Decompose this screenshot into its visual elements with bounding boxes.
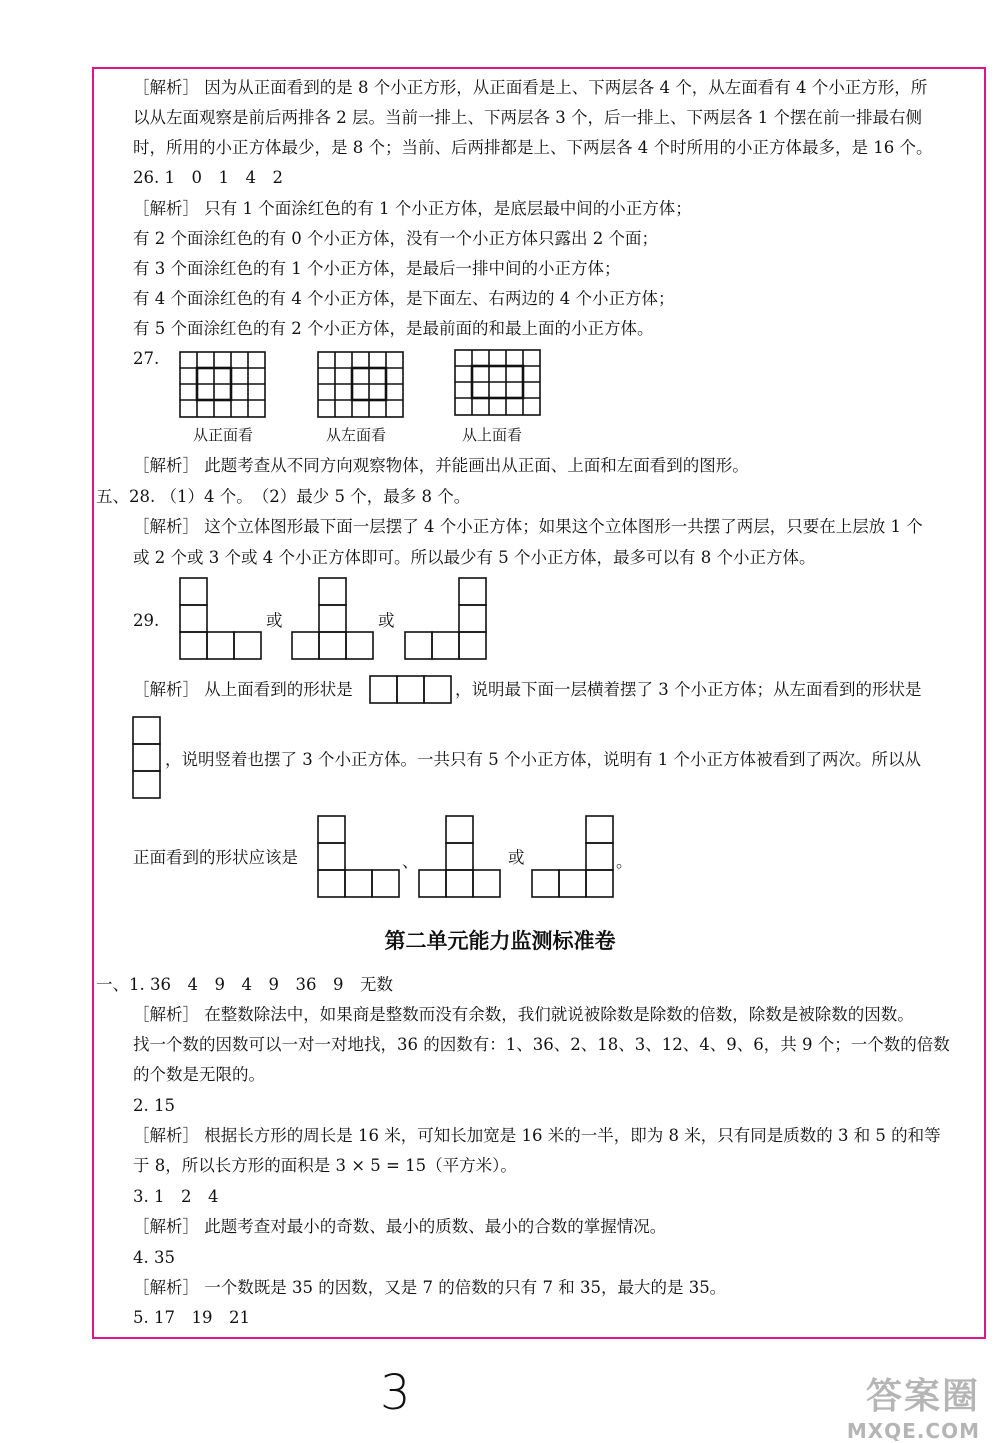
analysis-text: ［解析］ 在整数除法中，如果商是整数而没有余数，我们就说被除数是除数的倍数，除数是被除数的因数。 — [133, 1005, 914, 1024]
answer-2: 2. 15 — [133, 1096, 175, 1115]
watermark-url: MXQE.COM — [846, 1419, 980, 1443]
analysis-text: 有 3 个面涂红色的有 1 个小正方体，是最后一排中间的小正方体； — [133, 259, 621, 278]
answer-1: 一、1. 36 4 9 4 9 36 9 无数 — [96, 975, 393, 994]
shape-29c — [405, 578, 487, 660]
answer-28: 五、28. （1）4 个。 （2）最少 5 个，最多 8 个。 — [96, 487, 471, 506]
caption-front: 从正面看 — [193, 426, 254, 444]
analysis-text: ［解析］ 此题考查从不同方向观察物体，并能画出从正面、上面和左面看到的图形。 — [133, 456, 749, 475]
page-number: 3 — [380, 1365, 411, 1421]
answer-5: 5. 17 19 21 — [133, 1308, 250, 1327]
analysis-text: 时，所用的小正方体最少，是 8 个；当前、后两排都是上、下两层各 4 个时所用的小正方体最多，是 16 个。 — [133, 138, 933, 157]
analysis-text: 于 8，所以长方形的面积是 3 × 5 = 15（平方米）。 — [133, 1156, 517, 1175]
grid-left-view — [318, 352, 404, 418]
shape-29a — [180, 578, 262, 660]
caption-top: 从上面看 — [462, 426, 523, 444]
analysis-text: 有 4 个面涂红色的有 4 个小正方体，是下面左、右两边的 4 个小正方体； — [133, 289, 675, 308]
section-title: 第二单元能力监测标准卷 — [384, 929, 616, 953]
answer-29: 29. — [133, 611, 160, 630]
grid-front-view — [180, 352, 266, 418]
shape-top-row — [370, 676, 452, 704]
or-text: 或 — [378, 611, 395, 630]
bottom-rule — [92, 1337, 985, 1339]
watermark-title: 答案圈 — [865, 1376, 980, 1417]
analysis-text: ，说明最下面一层横着摆了 3 个小正方体；从左面看到的形状是 — [455, 680, 922, 699]
shape-front-c — [532, 816, 616, 900]
or-text: 或 — [266, 611, 283, 630]
answer-27: 27. — [133, 349, 160, 368]
period-text: 。 — [616, 852, 633, 871]
grid-top-view — [455, 350, 541, 416]
shape-left-column — [133, 717, 161, 800]
answer-26: 26. 1 0 1 4 2 — [133, 168, 283, 187]
analysis-text: ［解析］ 此题考查对最小的奇数、最小的质数、最小的合数的掌握情况。 — [133, 1217, 667, 1236]
watermark-logo — [847, 1368, 980, 1443]
shape-front-a — [318, 816, 402, 900]
shape-front-b — [419, 816, 503, 900]
analysis-text: ，说明竖着也摆了 3 个小正方体。一共只有 5 个小正方体，说明有 1 个小正方体被看到了两次。所以从 — [165, 750, 921, 769]
analysis-text: ［解析］ 从上面看到的形状是 — [133, 680, 353, 699]
analysis-text: 正面看到的形状应该是 — [133, 848, 298, 867]
answer-4: 4. 35 — [133, 1248, 175, 1267]
analysis-text: 或 2 个或 3 个或 4 个小正方体即可。所以最少有 5 个小正方体，最多可以有 8 个小正方体。 — [133, 548, 816, 567]
separator-text: 、 — [402, 852, 419, 871]
analysis-text: ［解析］ 根据长方形的周长是 16 米，可知长加宽是 16 米的一半，即为 8 米，只有同是质数的 3 和 5 的和等 — [133, 1126, 941, 1145]
page-border — [92, 67, 986, 1339]
analysis-text: ［解析］ 一个数既是 35 的因数，又是 7 的倍数的只有 7 和 35，最大的是 35。 — [133, 1278, 727, 1297]
analysis-text: ［解析］ 这个立体图形最下面一层摆了 4 个小正方体；如果这个立体图形一共摆了两层，只要在上层放 1 个 — [133, 517, 923, 536]
analysis-text: 有 2 个面涂红色的有 0 个小正方体，没有一个小正方体只露出 2 个面； — [133, 229, 658, 248]
analysis-text: ［解析］ 因为从正面看到的是 8 个小正方形，从正面看是上、下两层各 4 个，从左面看有 4 个小正方形，所 — [133, 78, 928, 97]
analysis-text: 找一个数的因数可以一对一对地找，36 的因数有：1、36、2、18、3、12、4、9、6，共 9 个；一个数的倍数 — [133, 1035, 950, 1054]
analysis-text: 有 5 个面涂红色的有 2 个小正方体，是最前面的和最上面的小正方体。 — [133, 319, 654, 338]
analysis-text: ［解析］ 只有 1 个面涂红色的有 1 个小正方体，是底层最中间的小正方体； — [133, 199, 692, 218]
caption-left: 从左面看 — [326, 426, 387, 444]
or-text: 或 — [508, 848, 525, 867]
analysis-text: 以从左面观察是前后两排各 2 层。当前一排上、下两层各 3 个，后一排上、下两层各 1 个摆在前一排最右侧 — [133, 108, 922, 127]
answer-3: 3. 1 2 4 — [133, 1187, 219, 1206]
analysis-text: 的个数是无限的。 — [133, 1065, 265, 1084]
shape-29b — [292, 578, 374, 660]
